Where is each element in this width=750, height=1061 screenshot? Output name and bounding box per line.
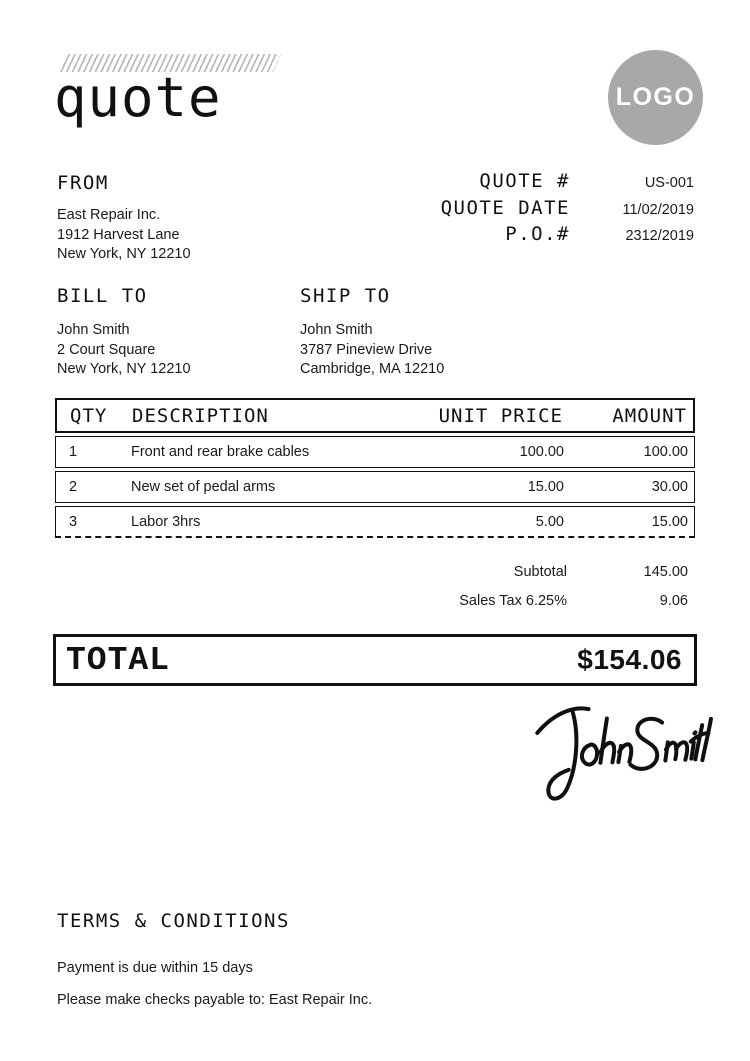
subtotal-row: [300, 564, 688, 580]
item-amount: 30.00: [651, 479, 688, 495]
po-number-value: 2312/2019: [625, 228, 694, 244]
po-number-label: P.O.#: [505, 223, 570, 245]
ship-to-label: SHIP TO: [300, 285, 391, 307]
item-qty: 1: [69, 444, 78, 460]
bill-to-address: [57, 321, 191, 380]
line-items-table: [55, 398, 695, 541]
logo-text: LOGO: [615, 83, 696, 111]
quote-meta: [300, 170, 694, 250]
from-company: East Repair Inc.: [57, 207, 161, 223]
quote-number-row: [300, 170, 694, 197]
item-unit-price: 100.00: [519, 444, 564, 460]
bill-to-city: New York, NY 12210: [57, 361, 191, 377]
unit-price-header: UNIT PRICE: [438, 404, 563, 427]
bill-to-name: John Smith: [57, 322, 130, 338]
from-section: [57, 172, 191, 265]
from-address: [57, 206, 191, 265]
description-header: DESCRIPTION: [132, 404, 269, 427]
item-unit-price: 5.00: [535, 513, 564, 530]
subtotal-label: Subtotal: [513, 564, 567, 580]
quote-date-label: QUOTE DATE: [440, 196, 570, 219]
item-description: Front and rear brake cables: [131, 444, 310, 460]
table-header-row: [55, 398, 695, 433]
from-street: 1912 Harvest Lane: [57, 226, 180, 243]
amount-header: AMOUNT: [612, 404, 687, 427]
item-amount: 15.00: [651, 513, 688, 530]
terms-checks-line: Please make checks payable to: East Repair Inc.: [57, 992, 373, 1008]
total-label: TOTAL: [66, 641, 171, 679]
ship-to-section: [300, 285, 444, 380]
quote-number-value: US-001: [644, 175, 694, 191]
item-description: Labor 3hrs: [131, 513, 201, 530]
sales-tax-row: [300, 593, 688, 609]
terms-section: [57, 910, 372, 1008]
from-city: New York, NY 12210: [57, 246, 191, 262]
ship-to-name: John Smith: [300, 322, 373, 338]
document-title: quote: [54, 66, 222, 129]
total-box: [53, 634, 697, 686]
bill-to-street: 2 Court Square: [57, 341, 156, 358]
table-row: [55, 506, 695, 538]
item-amount: 100.00: [643, 444, 688, 460]
item-qty: 3: [69, 513, 78, 530]
sales-tax-value: 9.06: [659, 593, 688, 609]
table-row: [55, 436, 695, 468]
company-logo: [608, 50, 703, 145]
subtotal-value: 145.00: [643, 564, 688, 580]
signature-john-smith: [526, 689, 716, 811]
quote-date-row: [300, 197, 694, 224]
table-row: [55, 471, 695, 503]
item-unit-price: 15.00: [527, 479, 564, 495]
from-label: FROM: [57, 172, 109, 194]
item-description: New set of pedal arms: [131, 479, 276, 495]
total-value: $154.06: [577, 644, 682, 675]
item-qty: 2: [69, 479, 78, 495]
terms-label: TERMS & CONDITIONS: [57, 910, 290, 932]
ship-to-address: [300, 321, 444, 380]
bill-to-label: BILL TO: [57, 285, 148, 307]
po-number-row: [300, 223, 694, 250]
quote-date-value: 11/02/2019: [622, 201, 694, 218]
quote-number-label: QUOTE #: [479, 170, 570, 192]
sales-tax-label: Sales Tax 6.25%: [459, 593, 567, 609]
ship-to-city: Cambridge, MA 12210: [300, 361, 445, 377]
terms-payment-line: Payment is due within 15 days: [57, 960, 253, 976]
ship-to-street: 3787 Pineview Drive: [300, 341, 433, 358]
qty-header: QTY: [70, 404, 108, 427]
bill-to-section: [57, 285, 191, 380]
